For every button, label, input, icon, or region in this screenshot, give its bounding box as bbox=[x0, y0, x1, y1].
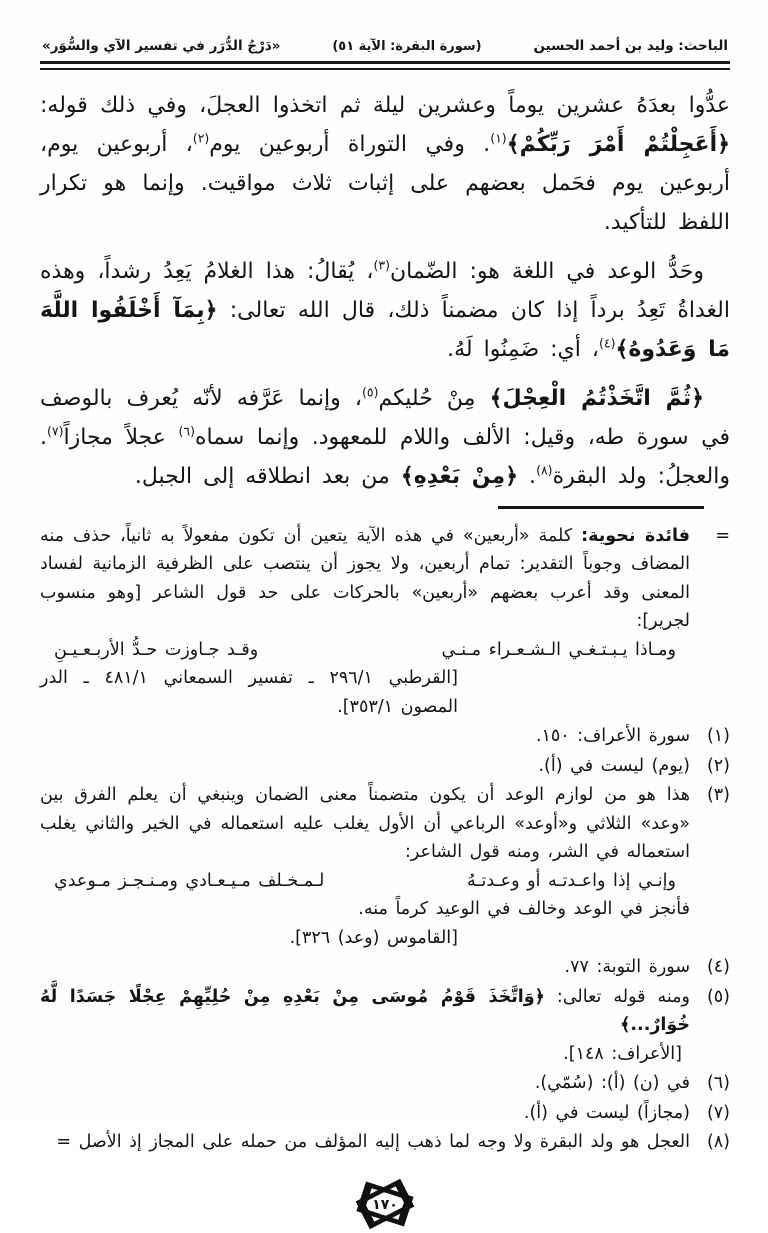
footnote-ref-4: (٤) bbox=[598, 335, 616, 351]
page-number-ornament bbox=[40, 1175, 730, 1233]
footnote-note-2 bbox=[40, 752, 730, 781]
note-text: (يوم) ليست في (أ). bbox=[538, 755, 690, 776]
hemistich-1: وإنـي إذا واعـدتـه أو وعـدتـهُ bbox=[466, 870, 676, 891]
text-run: من بعد انطلاقه إلى الجبل. bbox=[134, 464, 401, 489]
quran-quote: ﴿وَاتَّخَذَ قَوْمُ مُوسَى مِنْ بَعْدِهِ مِنْ حُلِيِّهِمْ عِجْلًا جَسَدًا لَّهُ خُوَارٌ...﴾ bbox=[40, 986, 690, 1035]
footnote-note-1 bbox=[40, 722, 730, 751]
note-marker: (٦) bbox=[706, 1073, 730, 1093]
note-marker: (٢) bbox=[706, 755, 730, 776]
footnotes bbox=[40, 522, 730, 1157]
text-run: مِنْ حُليكم bbox=[378, 386, 490, 411]
star-ornament-icon bbox=[346, 1175, 424, 1233]
text-run: وحَدُّ الوعد في اللغة هو: الضّمان bbox=[389, 259, 704, 284]
footnote-body bbox=[40, 781, 690, 952]
quran-quote: ﴿ثُمَّ اتَّخَذْتُمُ الْعِجْلَ﴾ bbox=[489, 386, 704, 411]
citation: [القرطبي ٢٩٦/١ ـ تفسير السمعاني ٤٨١/١ ـ الدر المصون ٣٥٣/١]. bbox=[40, 668, 458, 717]
note-marker: (٧) bbox=[706, 1102, 730, 1123]
note-text: هذا هو من لوازم الوعد أن يكون متضمناً معنى الضمان وينبغي أن يعلم الفرق بين «وعد» الثلاثي و«أوعد» الرباعي أن الأول يغلب عليه استعماله في الخير والثاني يغلب استعماله في الشر، ومنه قول الشاعر: bbox=[40, 785, 690, 862]
text-run: ومنه قوله تعالى: bbox=[544, 986, 690, 1007]
text-run: . bbox=[518, 464, 537, 489]
hemistich-2: وقـد جـاوزت حـدُّ الأربـعـيـنِ bbox=[54, 639, 259, 660]
page-header bbox=[40, 30, 730, 54]
footnote-separator bbox=[498, 506, 704, 509]
footnote-ref-2: (٢) bbox=[192, 130, 210, 146]
footnote-note-3 bbox=[40, 781, 730, 952]
note-text: في (ن) (أ): (سُمّي). bbox=[534, 1073, 690, 1093]
note-marker: (٥) bbox=[706, 986, 730, 1007]
header-double-rule bbox=[40, 61, 730, 70]
footnote-continuation bbox=[40, 522, 730, 722]
text-run: عجلاً مجازاً bbox=[63, 425, 179, 450]
text-run: ، وإنما عَرَّفه لأنّه يُعرف بالوصف في سورة طه، وقيل: الألف واللام للمعهود. وإنما سماه bbox=[40, 386, 731, 450]
text-run: . والعجلُ: ولد البقرة bbox=[40, 425, 730, 489]
footnote-note-7 bbox=[40, 1099, 730, 1128]
note-text-after-verse: فأنجز في الوعد وخالف في الوعيد كرماً منه. bbox=[358, 899, 690, 919]
quran-quote: ﴿أَعَجِلْتُمْ أَمْرَ رَبِّكُمْ﴾ bbox=[506, 132, 730, 157]
footnote-ref-6: (٦) bbox=[178, 423, 195, 439]
text-run: ، أي: ضَمِنُوا لَهُ. bbox=[447, 337, 599, 362]
continuation-marker: = bbox=[715, 525, 730, 546]
citation: [القاموس (وعد) ٣٢٦]. bbox=[289, 927, 458, 948]
footnote-ref-1: (١) bbox=[490, 130, 507, 146]
note-text: سورة الأعراف: ١٥٠. bbox=[535, 726, 690, 746]
note-marker: (٤) bbox=[706, 957, 730, 977]
note-text bbox=[40, 1128, 690, 1157]
footnote-note-8 bbox=[40, 1128, 730, 1157]
note-marker: (٨) bbox=[706, 1132, 730, 1152]
citation: [الأعراف: ١٤٨]. bbox=[563, 1043, 682, 1064]
header-book-title: «دَرْجُ الدُّرَر في تفسير الآي والسُّوَر» bbox=[42, 38, 281, 54]
body-text bbox=[40, 86, 730, 496]
verse-line bbox=[40, 867, 690, 896]
text-run: . وفي التوراة أربوعين يوم bbox=[209, 132, 491, 157]
hemistich-1: ومـاذا يـبـتـغـي الـشـعـراء مـنـي bbox=[441, 639, 676, 660]
footnote-text bbox=[40, 522, 690, 636]
quran-quote: ﴿مِنْ بَعْدِهِ﴾ bbox=[400, 464, 519, 489]
text-run: ، أربوعين يوم، أربوعين يوم فحَمل بعضهم على إثبات ثلاث مواقيت. وإنما هو تكرار اللفظ للتأكيد. bbox=[40, 132, 730, 235]
note-text bbox=[40, 983, 690, 1040]
footnote-note-4 bbox=[40, 953, 730, 982]
footnote-ref-5: (٥) bbox=[362, 384, 379, 400]
paragraph-3 bbox=[40, 379, 730, 496]
text-run: كلمة «أربعين» في هذه الآية يتعين أن تكون مفعولاً به ثانياً، حذف منه المضاف وجوباً التقدير: تمام أربعين، ولا يجوز أن ينتصب على الظرفية الزمانية لفساد المعنى وقد أعرب بعضهم «أربعين» بالحركات على حد قول الشاعر [وهو منسوب لجرير]: bbox=[40, 525, 690, 631]
footnote-note-5 bbox=[40, 983, 730, 1069]
text-run: العجل هو ولد البقرة ولا وجه لما ذهب إليه المؤلف من حمله على المجاز إذ الأصل bbox=[71, 1132, 690, 1152]
text-run: عدُّوا بعدَهُ عشرين يوماً وعشرين ليلة ثم اتخذوا العجلَ، وفي ذلك قوله: bbox=[40, 93, 730, 118]
footnote-note-6 bbox=[40, 1069, 730, 1098]
hemistich-2: لـمـخـلف مـيـعـادي ومـنـجـز مـوعدي bbox=[54, 870, 325, 891]
note-marker: (١) bbox=[706, 726, 730, 746]
continuation-mark: = bbox=[56, 1132, 72, 1152]
quran-quote: ﴿بِمَآ أَخْلَفُوا اللَّهَ مَا وَعَدُوهُ﴾ bbox=[40, 298, 730, 362]
paragraph-1 bbox=[40, 86, 730, 242]
footnote-ref-7: (٧) bbox=[47, 423, 64, 439]
note-text: (مجازاً) ليست في (أ). bbox=[523, 1102, 690, 1123]
note-text: سورة التوبة: ٧٧. bbox=[564, 957, 690, 977]
footnote-body bbox=[40, 522, 690, 722]
footnote-ref-8: (٨) bbox=[536, 462, 553, 478]
paragraph-2 bbox=[40, 252, 730, 369]
verse-line bbox=[40, 636, 690, 665]
page-number: ١٧٠ bbox=[372, 1196, 398, 1213]
footnote-ref-3: (٣) bbox=[373, 257, 390, 273]
note-marker: (٣) bbox=[706, 785, 730, 805]
footnote-lead: فائدة نحوية: bbox=[581, 525, 690, 546]
header-researcher: الباحث: وليد بن أحمد الحسين bbox=[533, 38, 728, 54]
header-surah-aya: (سورة البقرة: الآية ٥١) bbox=[332, 39, 482, 54]
text-run: ، يُقالُ: هذا الغلامُ يَعِدُ رشداً، وهذه الغداةُ تَعِدُ برداً إذا كان مضمناً ذلك، قال الله تعالى: bbox=[40, 259, 730, 323]
footnote-body bbox=[40, 983, 690, 1069]
